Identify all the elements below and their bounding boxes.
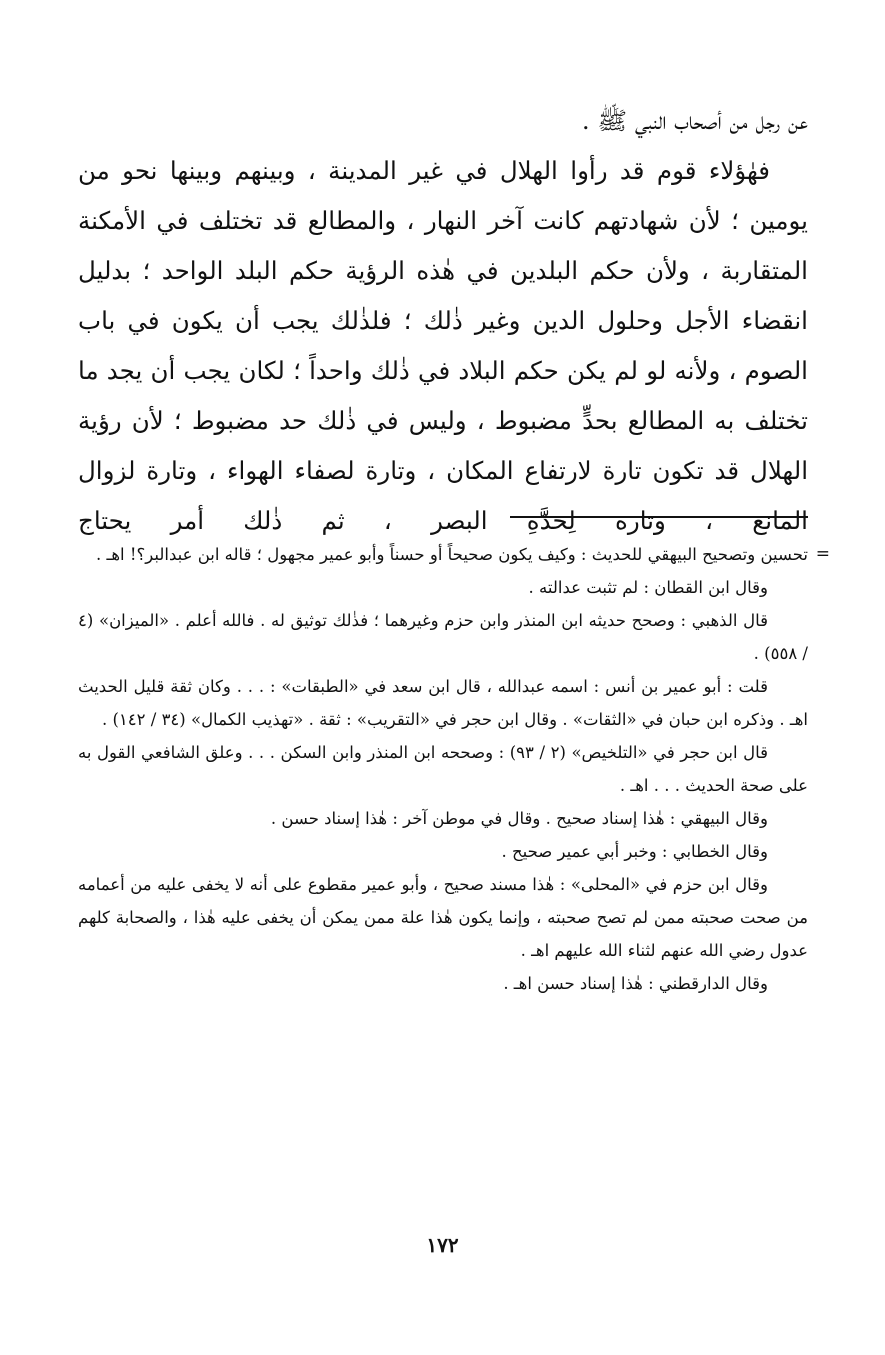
continuation-mark: = [815,544,830,564]
footnote-continuation [78,538,830,571]
footnote-line: وقال ابن القطان : لم تثبت عدالته . [528,578,768,597]
footnote-separator [510,516,808,518]
footnote-line: قال الذهبي : وصحح حديثه ابن المنذر وابن حزم وغيرهما ؛ فذٰلك توثيق له . فالله أعلم . «الميزان» (٤ / ٥٥٨) . [78,611,808,663]
page-number: ١٧٢ [426,1233,459,1257]
footnotes [78,538,830,1000]
footnote-line: وقال البيهقي : هٰذا إسناد صحيح . وقال في موطن آخر : هٰذا إسناد حسن . [270,809,768,828]
footnote-text: تحسين وتصحيح البيهقي للحديث : وكيف يكون صحيحاً أو حسناً وأبو عمير مجهول ؛ قاله ابن عبدالبر؟! اهـ . [96,545,808,564]
footnote-line: وقال ابن حزم في «المحلى» : هٰذا مسند صحيح ، وأبو عمير مقطوع على أنه لا يخفى عليه من أعمامه من صحت صحبته ممن لم تصح صحبته ، وإنما يكون هٰذا علة ممن يمكن أن يخفى عليه هٰذا ، والصحابة كلهم عدول رضي الله عنهم لثناء الله عليهم اهـ . [78,875,808,960]
footnote-line: قال ابن حجر في «التلخيص» (٢ / ٩٣) : وصححه ابن المنذر وابن السكن . . . وعلق الشافعي القول به على صحة الحديث . . . اهـ . [78,743,808,795]
book-page [78,96,830,1276]
footnote-line: قلت : أبو عمير بن أنس : اسمه عبدالله ، قال ابن سعد في «الطبقات» : . . . وكان ثقة قليل الحديث اهـ . وذكره ابن حبان في «الثقات» . وقال ابن حجر في «التقريب» : ثقة . «تهذيب الكمال» (٣٤ / ١٤٢) . [78,677,808,729]
footnote-line: وقال الدارقطني : هٰذا إسناد حسن اهـ . [503,974,768,993]
main-text [78,96,808,546]
main-paragraph-2: فهٰؤلاء قوم قد رأوا الهلال في غير المدينة ، وبينهم وبينها نحو من يومين ؛ لأن شهادتهم كانت آخر النهار ، والمطالع قد تختلف في الأمكنة المتقاربة ، ولأن حكم البلدين في هٰذه الرؤية حكم البلد الواحد ؛ بدليل انقضاء الأجل وحلول الدين وغير ذٰلك ؛ فلذٰلك يجب أن يكون في باب الصوم ، ولأنه لو لم يكن حكم البلاد في ذٰلك واحداً ؛ لكان يجب أن يجد ما تختلف به المطالع بحدٍّ مضبوط ، وليس في ذٰلك حد مضبوط ؛ لأن رؤية الهلال قد تكون تارة لارتفاع المكان ، وتارة لصفاء الهواء ، وتارة لزوال المانع ، وتارة لِحدَّةِ البصر ، ثم ذٰلك أمر يحتاج [78,156,808,535]
footnote-line: وقال الخطابي : وخبر أبي عمير صحيح . [501,842,768,861]
main-paragraph-1: عن رجل من أصحاب النبي ﷺ . [581,106,808,135]
